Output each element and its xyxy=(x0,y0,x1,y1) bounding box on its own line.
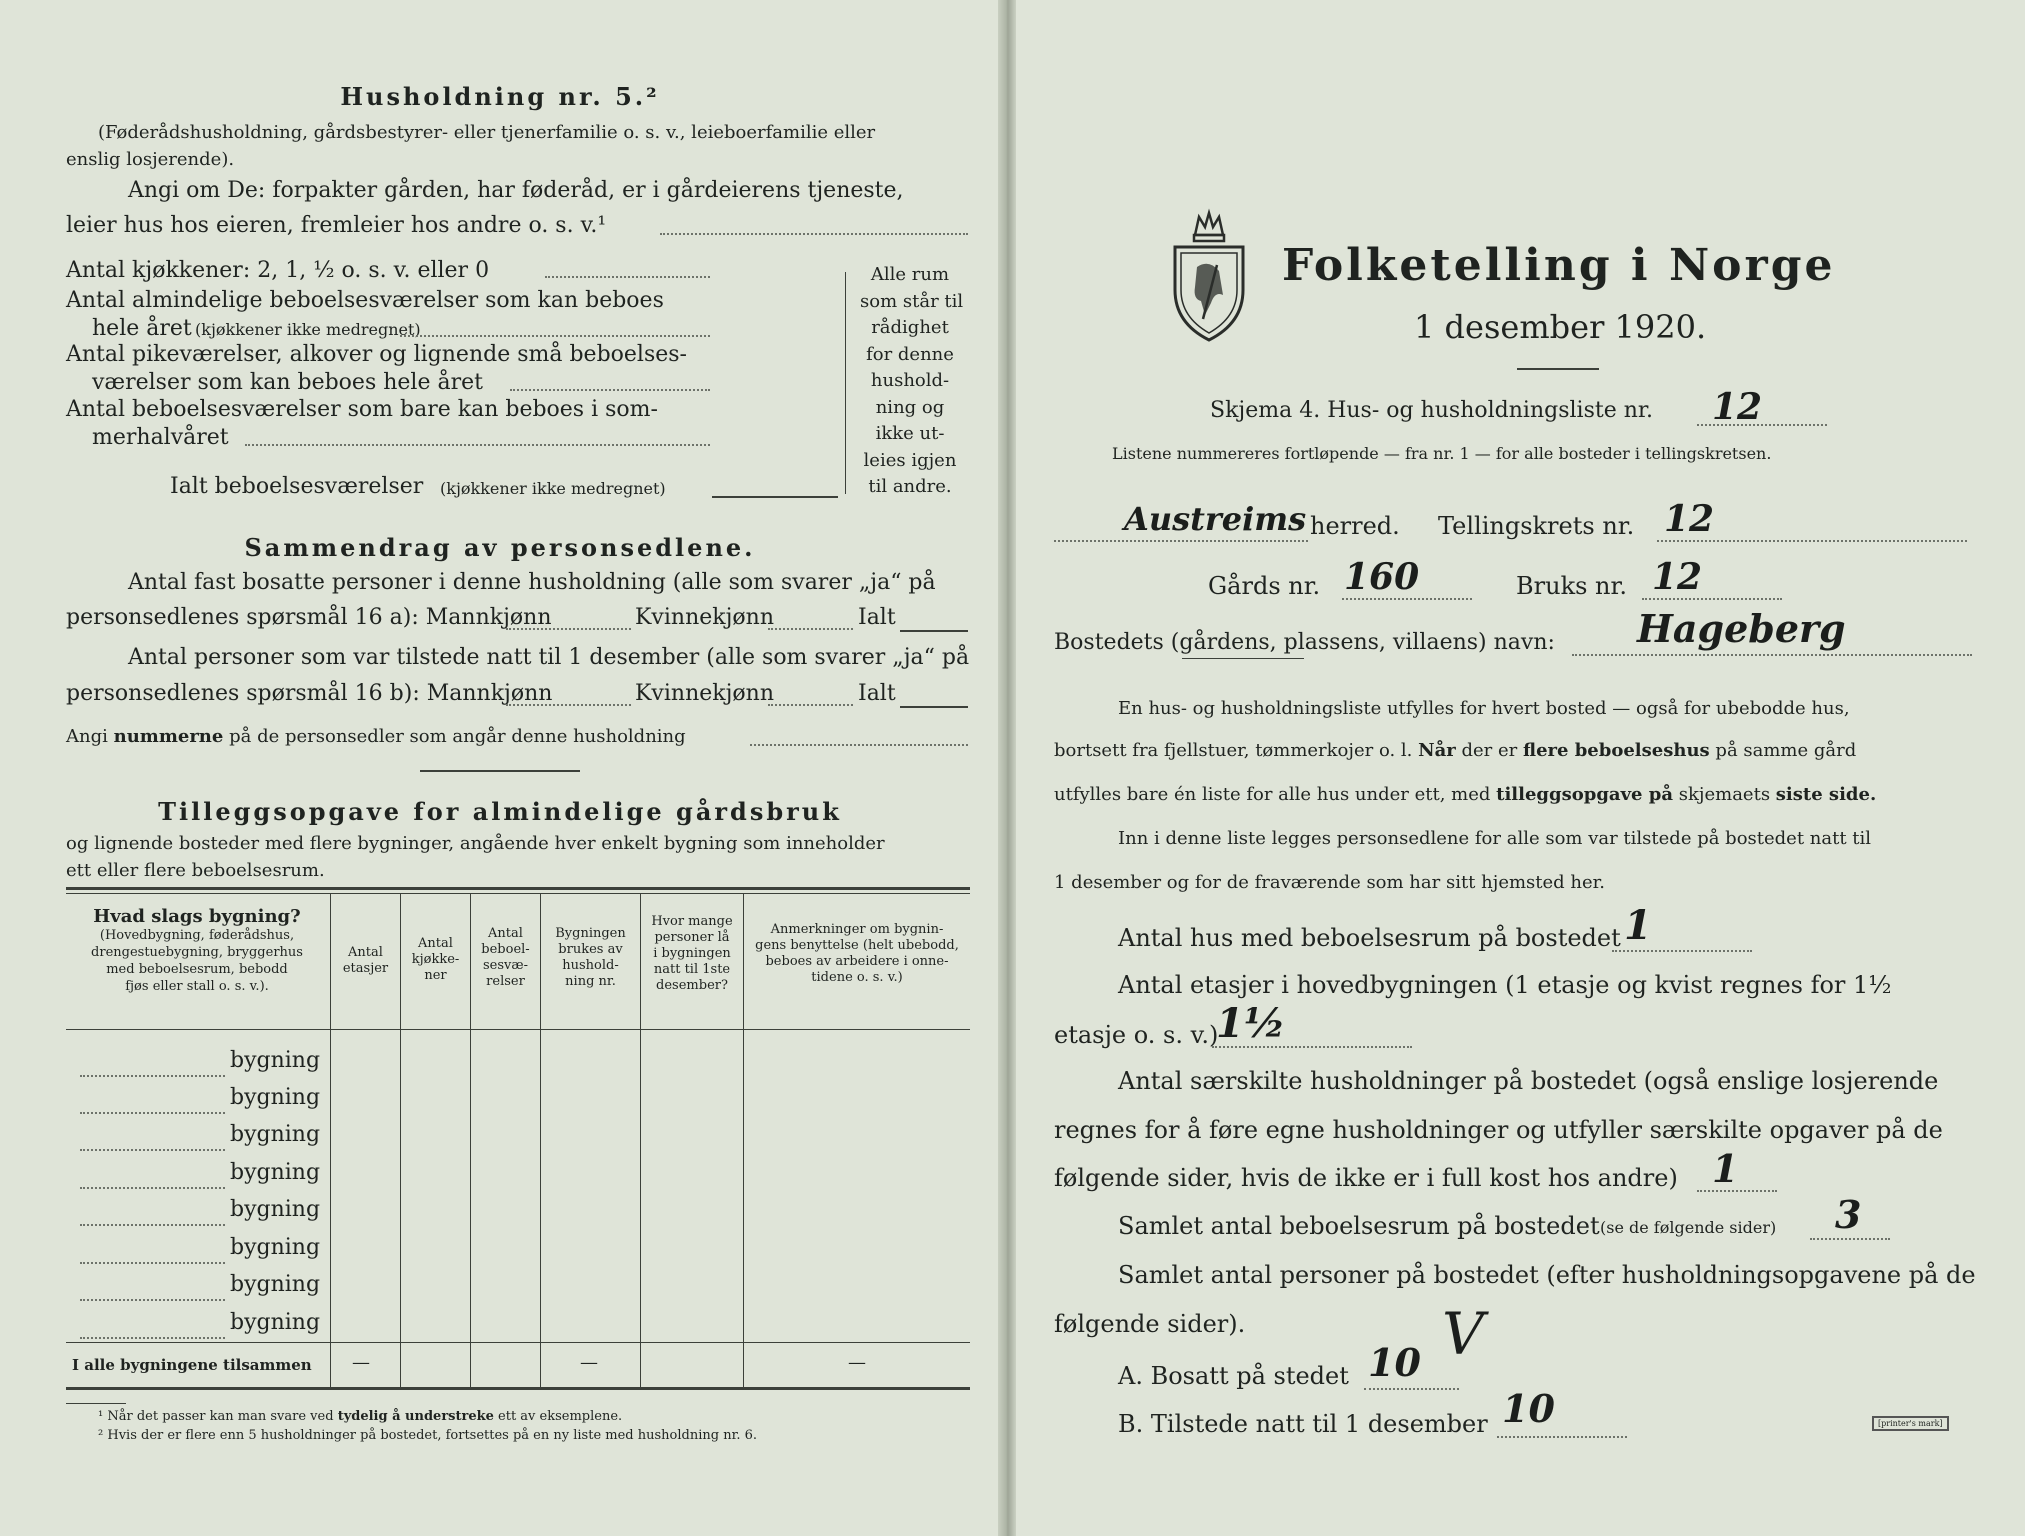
printer-stamp-text: [printer's mark] xyxy=(1878,1419,1943,1428)
summary-line-3: Antal personer som var tilstede natt til 1 desember (alle som svarer „ja“ på xyxy=(128,645,970,670)
footnote-rule xyxy=(66,1403,126,1404)
q-a-value: 10 xyxy=(1368,1340,1421,1385)
list-number-value: 12 xyxy=(1712,386,1763,428)
info-3-text: utfylles bare én liste for alle hus under ett, med xyxy=(1054,784,1491,805)
section-divider xyxy=(420,770,580,772)
table-row: bygning xyxy=(230,1122,321,1147)
footnote-1-text: Når det passer kan man svare ved xyxy=(107,1409,334,1424)
row-fill xyxy=(80,1337,225,1339)
summary-title: Sammendrag av personsedlene. xyxy=(244,533,756,562)
row-fill xyxy=(80,1299,225,1301)
ordinary-rooms-note: (kjøkkener ikke medregnet) xyxy=(195,320,421,339)
total-rooms-line xyxy=(712,496,838,498)
side-note-line: hushold- xyxy=(870,370,950,391)
resident-female-field xyxy=(768,628,853,630)
footnote-1 xyxy=(98,1409,622,1424)
gards-field xyxy=(1342,598,1472,600)
q-hus-label: Antal hus med beboelsesrum på bostedet xyxy=(1118,924,1621,952)
side-note-line: til andre. xyxy=(868,476,952,497)
col-rooms-line: sesvæ- xyxy=(483,958,528,973)
bruks-field xyxy=(1642,598,1782,600)
supplement-line-2: ett eller flere beboelsesrum. xyxy=(66,860,325,881)
gards-value: 160 xyxy=(1344,556,1420,598)
col-kitchens-line: ner xyxy=(424,968,447,983)
info-2-bold: flere beboelseshus xyxy=(1522,740,1710,761)
side-note-line: som står til xyxy=(860,290,964,312)
row-fill xyxy=(80,1187,225,1189)
household-subtitle: (Føderådshusholdning, gårdsbestyrer- eller tjenerfamilie o. s. v., leieboerfamilie eller xyxy=(98,122,876,143)
info-2-bold: Når xyxy=(1418,740,1456,761)
col-building-type-sub: fjøs eller stall o. s. v.). xyxy=(125,979,269,994)
side-note-line: Alle rum xyxy=(870,264,950,285)
q-rum-value: 3 xyxy=(1835,1192,1862,1237)
kitchens-label: Antal kjøkkener: 2, 1, ½ o. s. v. eller 0 xyxy=(66,258,490,283)
ordinary-rooms-label-2: hele året xyxy=(92,316,192,341)
tellingskrets-value: 12 xyxy=(1664,498,1715,540)
table-row: bygning xyxy=(230,1048,321,1073)
household-subtitle-2: enslig losjerende). xyxy=(66,149,235,170)
table-header-rule xyxy=(66,1029,970,1030)
q-pers-line-1: Samlet antal personer på bostedet (efter husholdningsopgavene på de xyxy=(1118,1261,1976,1289)
summary-line-2: personsedlenes spørsmål 16 a): Mannkjønn xyxy=(66,605,552,630)
q-etasjer-value: 1½ xyxy=(1216,1000,1286,1047)
title-divider xyxy=(1517,368,1599,370)
total-dash-floors: — xyxy=(352,1352,370,1373)
present-female-field xyxy=(768,704,853,706)
footnote-2 xyxy=(98,1428,757,1443)
col-household-line: ning nr. xyxy=(565,974,616,989)
herred-value: Austreims xyxy=(1124,500,1307,538)
footnote-1-mark: ¹ xyxy=(98,1409,104,1424)
norway-coat-of-arms-icon xyxy=(1167,195,1251,345)
total-rooms-label: Ialt beboelsesværelser xyxy=(170,474,424,499)
col-floors-line: Antal xyxy=(348,945,383,960)
col-household-no xyxy=(541,926,640,990)
side-note-line: rådighet xyxy=(871,317,949,338)
col-building-type-sub: med beboelsesrum, bebodd xyxy=(106,962,288,977)
side-note-line: ning og xyxy=(875,396,945,418)
bruks-label: Bruks nr. xyxy=(1516,572,1627,600)
table-row: bygning xyxy=(230,1235,321,1260)
herred-field xyxy=(1054,540,1308,542)
col-floors-line: etasjer xyxy=(342,961,389,976)
right-page xyxy=(1012,0,2025,1536)
q-hus-field xyxy=(1612,950,1752,952)
q-etasjer-line-2: etasje o. s. v.) xyxy=(1054,1021,1219,1049)
q-hush-line-2: regnes for å føre egne husholdninger og utfyller særskilte opgaver på de xyxy=(1054,1116,1943,1144)
skjema-label: Skjema 4. Hus- og husholdningsliste nr. xyxy=(1210,398,1653,423)
q-hush-line-3: følgende sider, hvis de ikke er i full kost hos andre) xyxy=(1054,1164,1678,1192)
nummerne-text: nummerne xyxy=(113,726,224,747)
side-note-line: leies igjen xyxy=(863,449,957,471)
ask-fill-line xyxy=(660,233,968,235)
table-top-rule xyxy=(66,887,970,890)
q-hush-value: 1 xyxy=(1712,1146,1739,1191)
q-b-value: 10 xyxy=(1502,1386,1555,1431)
info-3-text: skjemaets xyxy=(1678,784,1771,805)
col-persons-line: i bygningen xyxy=(653,946,731,961)
table-row: bygning xyxy=(230,1197,321,1222)
numbers-field xyxy=(750,744,968,746)
tellingskrets-label: Tellingskrets nr. xyxy=(1438,512,1635,540)
col-kitchens xyxy=(401,936,470,984)
col-building-type xyxy=(66,906,328,995)
q-rum-note: (se de følgende sider) xyxy=(1600,1218,1777,1237)
bostedet-label: Bostedets (gårdens, plassens, villaens) navn: xyxy=(1054,630,1555,655)
col-rooms-line: Antal xyxy=(488,926,523,941)
supplement-title: Tilleggsopgave for almindelige gårdsbruk xyxy=(158,797,842,826)
col-remarks-line: Anmerkninger om bygnin- xyxy=(770,922,944,937)
total-dash-household: — xyxy=(580,1352,598,1373)
total-rooms-note: (kjøkkener ikke medregnet) xyxy=(440,479,666,498)
present-male-field xyxy=(506,704,631,706)
q-hush-line-1: Antal særskilte husholdninger på bostedet (også enslige losjerende xyxy=(1118,1067,1939,1095)
table-total-rule xyxy=(66,1342,970,1343)
col-persons-line: desember? xyxy=(656,978,728,993)
table-row: bygning xyxy=(230,1160,321,1185)
q-b-field xyxy=(1497,1436,1627,1438)
col-remarks-line: gens benyttelse (helt ubebodd, xyxy=(755,938,959,953)
q-hus-value: 1 xyxy=(1624,902,1652,949)
info-line-2 xyxy=(1054,740,1856,761)
info-3-bold: siste side. xyxy=(1775,784,1877,805)
summer-dots xyxy=(245,444,710,446)
row-fill xyxy=(80,1112,225,1114)
col-household-line: brukes av xyxy=(558,942,623,957)
q-a-label: A. Bosatt på stedet xyxy=(1118,1362,1349,1390)
row-fill xyxy=(80,1149,225,1151)
col-remarks xyxy=(744,922,970,986)
maid-rooms-label-2: værelser som kan beboes hele året xyxy=(92,370,483,395)
col-rooms-line: relser xyxy=(486,974,525,989)
info-line-1: En hus- og husholdningsliste utfylles for hvert bosted — også for ubebodde hus, xyxy=(1118,698,1850,719)
table-row: bygning xyxy=(230,1272,321,1297)
rooms-bracket xyxy=(845,272,846,494)
col-building-type-title: Hvad slags bygning? xyxy=(93,906,301,927)
col-building-type-sub: drengestuebygning, bryggerhus xyxy=(91,945,303,960)
maid-rooms-label: Antal pikeværelser, alkover og lignende små beboelses- xyxy=(66,342,687,367)
angi-rest-text: på de personsedler som angår denne husholdning xyxy=(229,726,686,747)
census-date: 1 desember 1920. xyxy=(1414,308,1707,346)
present-total-field xyxy=(900,706,968,708)
summer-rooms-label-2: merhalvåret xyxy=(92,425,229,450)
printer-stamp xyxy=(1872,1416,1949,1431)
q-pers-line-2: følgende sider). xyxy=(1054,1310,1246,1338)
rooms-side-note xyxy=(860,262,964,501)
ordinary-rooms-label: Antal almindelige beboelsesværelser som kan beboes xyxy=(66,288,664,313)
bostedet-value: Hageberg xyxy=(1637,606,1846,651)
col-persons-line: natt til 1ste xyxy=(653,962,731,977)
left-page xyxy=(0,0,1000,1536)
col-rooms-line: beboel- xyxy=(481,942,530,957)
footnote-2-mark: ² xyxy=(98,1428,104,1443)
q-rum-field xyxy=(1810,1238,1890,1240)
q-a-field xyxy=(1364,1388,1459,1390)
info-2-text: bortsett fra fjellstuer, tømmerkojer o. l. xyxy=(1054,740,1413,761)
summary-line-4: personsedlenes spørsmål 16 b): Mannkjønn xyxy=(66,681,553,706)
col-floors xyxy=(331,945,400,977)
table-total-label: I alle bygningene tilsammen xyxy=(72,1356,312,1374)
summer-rooms-label: Antal beboelsesværelser som bare kan beboes i som- xyxy=(66,397,658,422)
summary-line-1: Antal fast bosatte personer i denne husholdning (alle som svarer „ja“ på xyxy=(128,570,936,595)
summary-ialt-b: Ialt xyxy=(858,681,896,706)
q-rum-label: Samlet antal beboelsesrum på bostedet xyxy=(1118,1212,1600,1240)
info-line-5: 1 desember og for de fraværende som har sitt hjemsted her. xyxy=(1054,872,1605,893)
info-3-bold: tilleggsopgave på xyxy=(1496,784,1674,805)
resident-male-field xyxy=(506,628,631,630)
kitchens-dots xyxy=(545,276,710,278)
bruks-value: 12 xyxy=(1652,556,1703,598)
table-row: bygning xyxy=(230,1085,321,1110)
info-line-4: Inn i denne liste legges personsedlene for alle som var tilstede på bostedet natt til xyxy=(1118,828,1872,849)
row-fill xyxy=(80,1224,225,1226)
gardens-underline xyxy=(1182,658,1304,659)
resident-total-field xyxy=(900,630,968,632)
table-top-rule-2 xyxy=(66,893,970,894)
q-a-checkmark: V xyxy=(1442,1300,1484,1368)
supplement-line-1: og lignende bosteder med flere bygninger, angående hver enkelt bygning som inneholder xyxy=(66,833,885,854)
table-bottom-rule xyxy=(66,1387,970,1390)
ask-line-2: leier hus hos eieren, fremleier hos andre o. s. v.¹ xyxy=(66,213,607,238)
listene-note: Listene nummereres fortløpende — fra nr. 1 — for alle bosteder i tellingskretsen. xyxy=(1112,444,1772,463)
household-title: Husholdning nr. 5.² xyxy=(340,82,660,111)
col-rooms xyxy=(471,926,540,990)
col-household-line: Bygningen xyxy=(555,926,626,941)
ordinary-dots xyxy=(400,335,710,337)
q-b-label: B. Tilstede natt til 1 desember xyxy=(1118,1410,1488,1438)
side-note-line: ikke ut- xyxy=(875,423,945,444)
total-dash-remarks: — xyxy=(848,1352,866,1373)
q-etasjer-line-1: Antal etasjer i hovedbygningen (1 etasje og kvist regnes for 1½ xyxy=(1118,971,1892,999)
tellingskrets-field xyxy=(1657,540,1967,542)
summary-ialt-a: Ialt xyxy=(858,605,896,630)
col-household-line: hushold- xyxy=(562,958,619,973)
gards-label: Gårds nr. xyxy=(1208,572,1321,600)
col-kitchens-line: kjøkke- xyxy=(411,952,460,967)
col-persons xyxy=(641,914,743,994)
herred-label: herred. xyxy=(1310,512,1400,540)
maid-dots xyxy=(510,389,710,391)
ask-line-1: Angi om De: forpakter gården, har føderåd, er i gårdeierens tjeneste, xyxy=(128,178,904,203)
row-fill xyxy=(80,1075,225,1077)
col-kitchens-line: Antal xyxy=(418,936,453,951)
info-2-text: på samme gård xyxy=(1715,740,1857,761)
col-persons-line: Hvor mange xyxy=(651,914,733,929)
row-fill xyxy=(80,1262,225,1264)
info-2-text: der er xyxy=(1461,740,1518,761)
summary-line-5 xyxy=(66,726,686,747)
info-line-3 xyxy=(1054,784,1876,805)
angi-text: Angi xyxy=(66,726,108,747)
table-row: bygning xyxy=(230,1310,321,1335)
bostedet-field xyxy=(1572,654,1972,656)
col-building-type-sub: (Hovedbygning, føderådshus, xyxy=(99,928,295,943)
census-title: Folketelling i Norge xyxy=(1282,240,1836,291)
footnote-1-rest: ett av eksemplene. xyxy=(498,1409,623,1424)
side-note-line: for denne xyxy=(866,343,954,365)
summary-kvinne-a: Kvinnekjønn xyxy=(635,605,774,630)
footnote-1-bold: tydelig å understreke xyxy=(337,1409,494,1424)
footnote-2-text: Hvis der er flere enn 5 husholdninger på bostedet, fortsettes på en ny liste med husholdning nr. 6. xyxy=(107,1428,758,1443)
col-remarks-line: tidene o. s. v.) xyxy=(811,970,903,985)
col-remarks-line: beboes av arbeidere i onne- xyxy=(765,954,949,969)
col-persons-line: personer lå xyxy=(654,930,730,945)
summary-kvinne-b: Kvinnekjønn xyxy=(635,681,774,706)
